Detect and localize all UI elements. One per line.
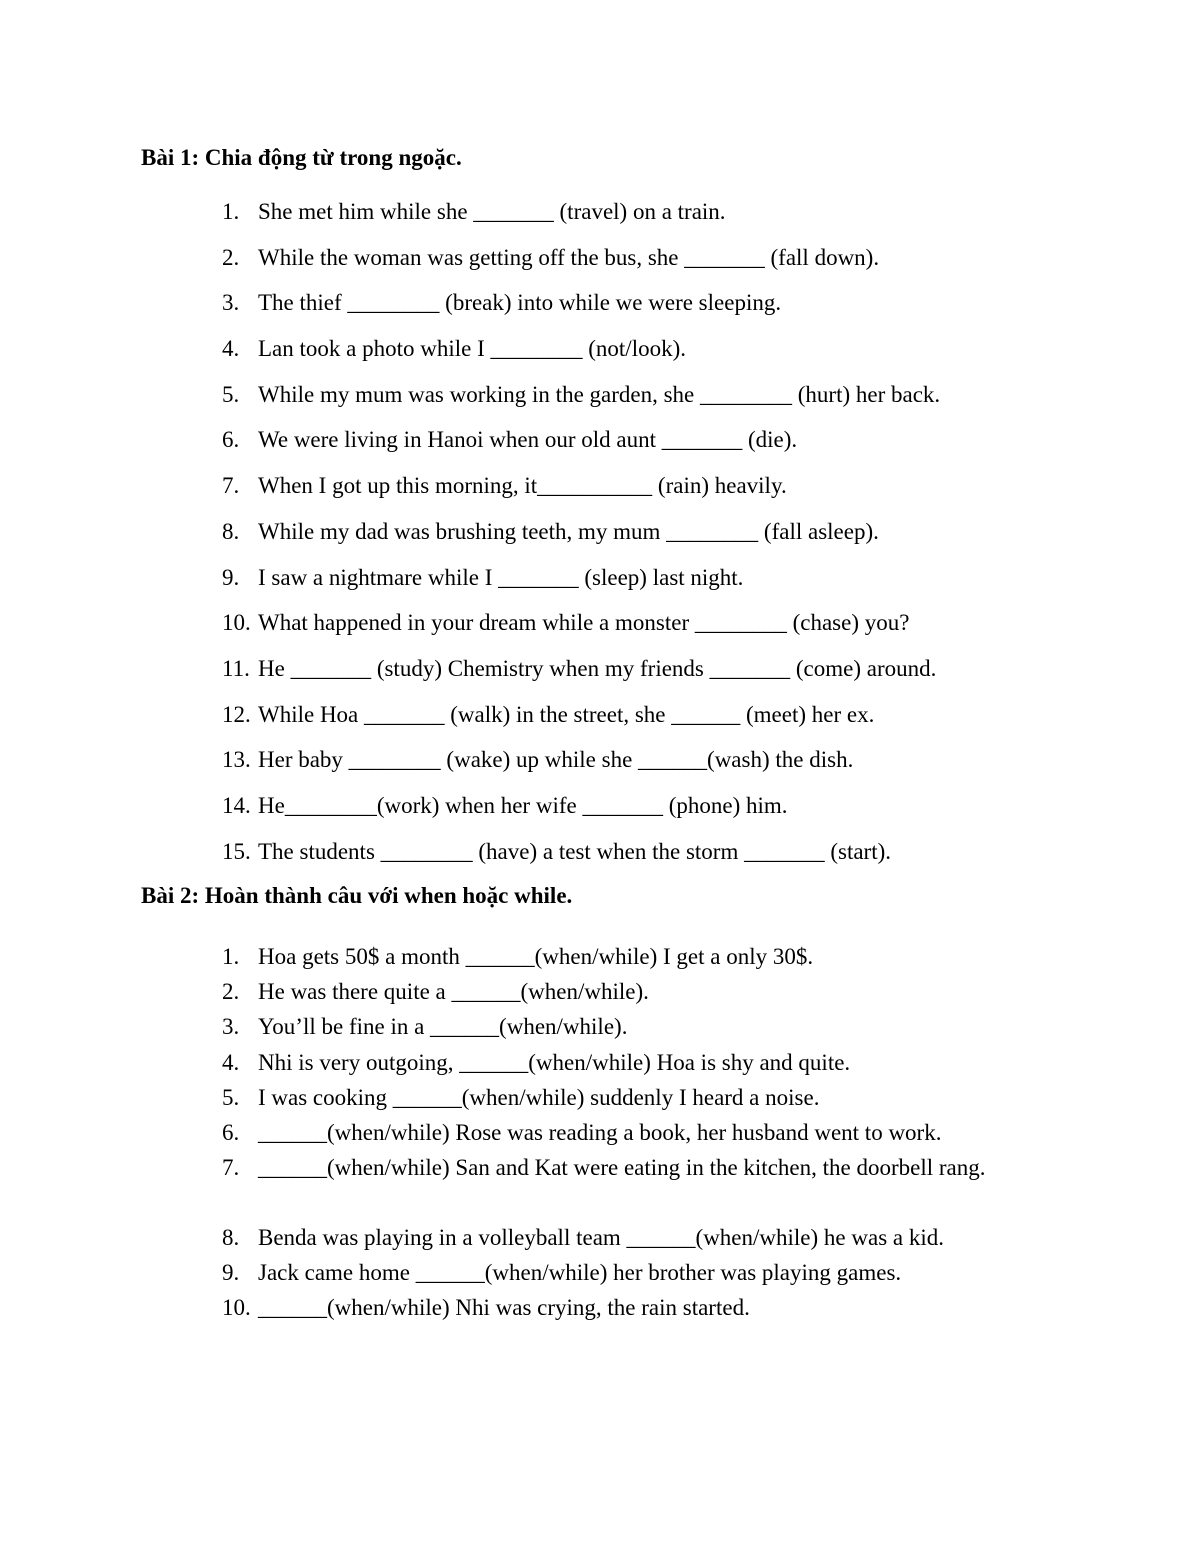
item-text: He _______ (study) Chemistry when my friends _______ (come) around. (258, 655, 937, 681)
item-text: He________(work) when her wife _______ (phone) him. (258, 792, 788, 818)
item-number: 3. (222, 1014, 240, 1040)
item-text: While my dad was brushing teeth, my mum ________ (fall asleep). (258, 518, 879, 544)
item-text: Her baby ________ (wake) up while she ______(wash) the dish. (258, 747, 854, 773)
item-number: 5. (222, 1084, 240, 1110)
item-text: I saw a nightmare while I _______ (sleep) last night. (258, 564, 744, 590)
item-number: 6. (222, 427, 240, 453)
item-text: Benda was playing in a volleyball team ______(when/while) he was a kid. (258, 1224, 944, 1250)
item-number: 1. (222, 944, 240, 969)
item-number: 7. (222, 1155, 240, 1181)
item-number: 9. (222, 564, 240, 590)
item-text: She met him while she _______ (travel) on a train. (258, 199, 726, 224)
item-number: 15. (222, 838, 251, 864)
item-text: I was cooking ______(when/while) suddenly I heard a noise. (258, 1084, 820, 1110)
item-number: 14. (222, 792, 251, 818)
item-number: 3. (222, 290, 240, 316)
item-text: When I got up this morning, it__________ (rain) heavily. (258, 473, 787, 499)
item-text: We were living in Hanoi when our old aunt _______ (die). (258, 427, 798, 453)
item-number: 8. (222, 1224, 240, 1250)
item-text: The students ________ (have) a test when the storm _______ (start). (258, 838, 892, 864)
item-text: Hoa gets 50$ a month ______(when/while) I get a only 30$. (258, 944, 814, 969)
item-text: What happened in your dream while a monster ________ (chase) you? (258, 610, 910, 636)
item-number: 7. (222, 473, 240, 499)
item-number: 9. (222, 1259, 240, 1285)
item-text: Lan took a photo while I ________ (not/look). (258, 336, 686, 362)
item-number: 11. (222, 655, 250, 681)
item-number: 2. (222, 979, 240, 1005)
item-text: ______(when/while) San and Kat were eating in the kitchen, the doorbell rang. (258, 1155, 986, 1181)
item-text: While the woman was getting off the bus, she _______ (fall down). (258, 244, 880, 270)
item-text: He was there quite a ______(when/while). (258, 979, 649, 1005)
item-text: While my mum was working in the garden, she ________ (hurt) her back. (258, 381, 941, 407)
item-number: 12. (222, 701, 251, 727)
exercise-1-heading: Bài 1: Chia động từ trong ngoặc. (141, 145, 462, 170)
item-text: Nhi is very outgoing, ______(when/while) Hoa is shy and quite. (258, 1049, 851, 1075)
item-text: ______(when/while) Rose was reading a book, her husband went to work. (258, 1119, 942, 1145)
item-text: While Hoa _______ (walk) in the street, she ______ (meet) her ex. (258, 701, 875, 727)
item-number: 13. (222, 747, 251, 773)
item-number: 4. (222, 1049, 240, 1075)
item-number: 1. (222, 199, 240, 224)
exercise-2-heading: Bài 2: Hoàn thành câu với when hoặc while. (141, 883, 573, 908)
item-text: Jack came home ______(when/while) her brother was playing games. (258, 1259, 902, 1285)
item-number: 10. (222, 610, 251, 636)
item-number: 6. (222, 1119, 240, 1145)
item-number: 5. (222, 381, 240, 407)
item-text: ______(when/while) Nhi was crying, the rain started. (258, 1295, 750, 1320)
item-number: 2. (222, 244, 240, 270)
item-number: 4. (222, 336, 240, 362)
item-text: You’ll be fine in a ______(when/while). (258, 1014, 628, 1040)
item-number: 8. (222, 518, 240, 544)
item-number: 10. (222, 1295, 251, 1320)
item-text: The thief ________ (break) into while we were sleeping. (258, 290, 782, 316)
